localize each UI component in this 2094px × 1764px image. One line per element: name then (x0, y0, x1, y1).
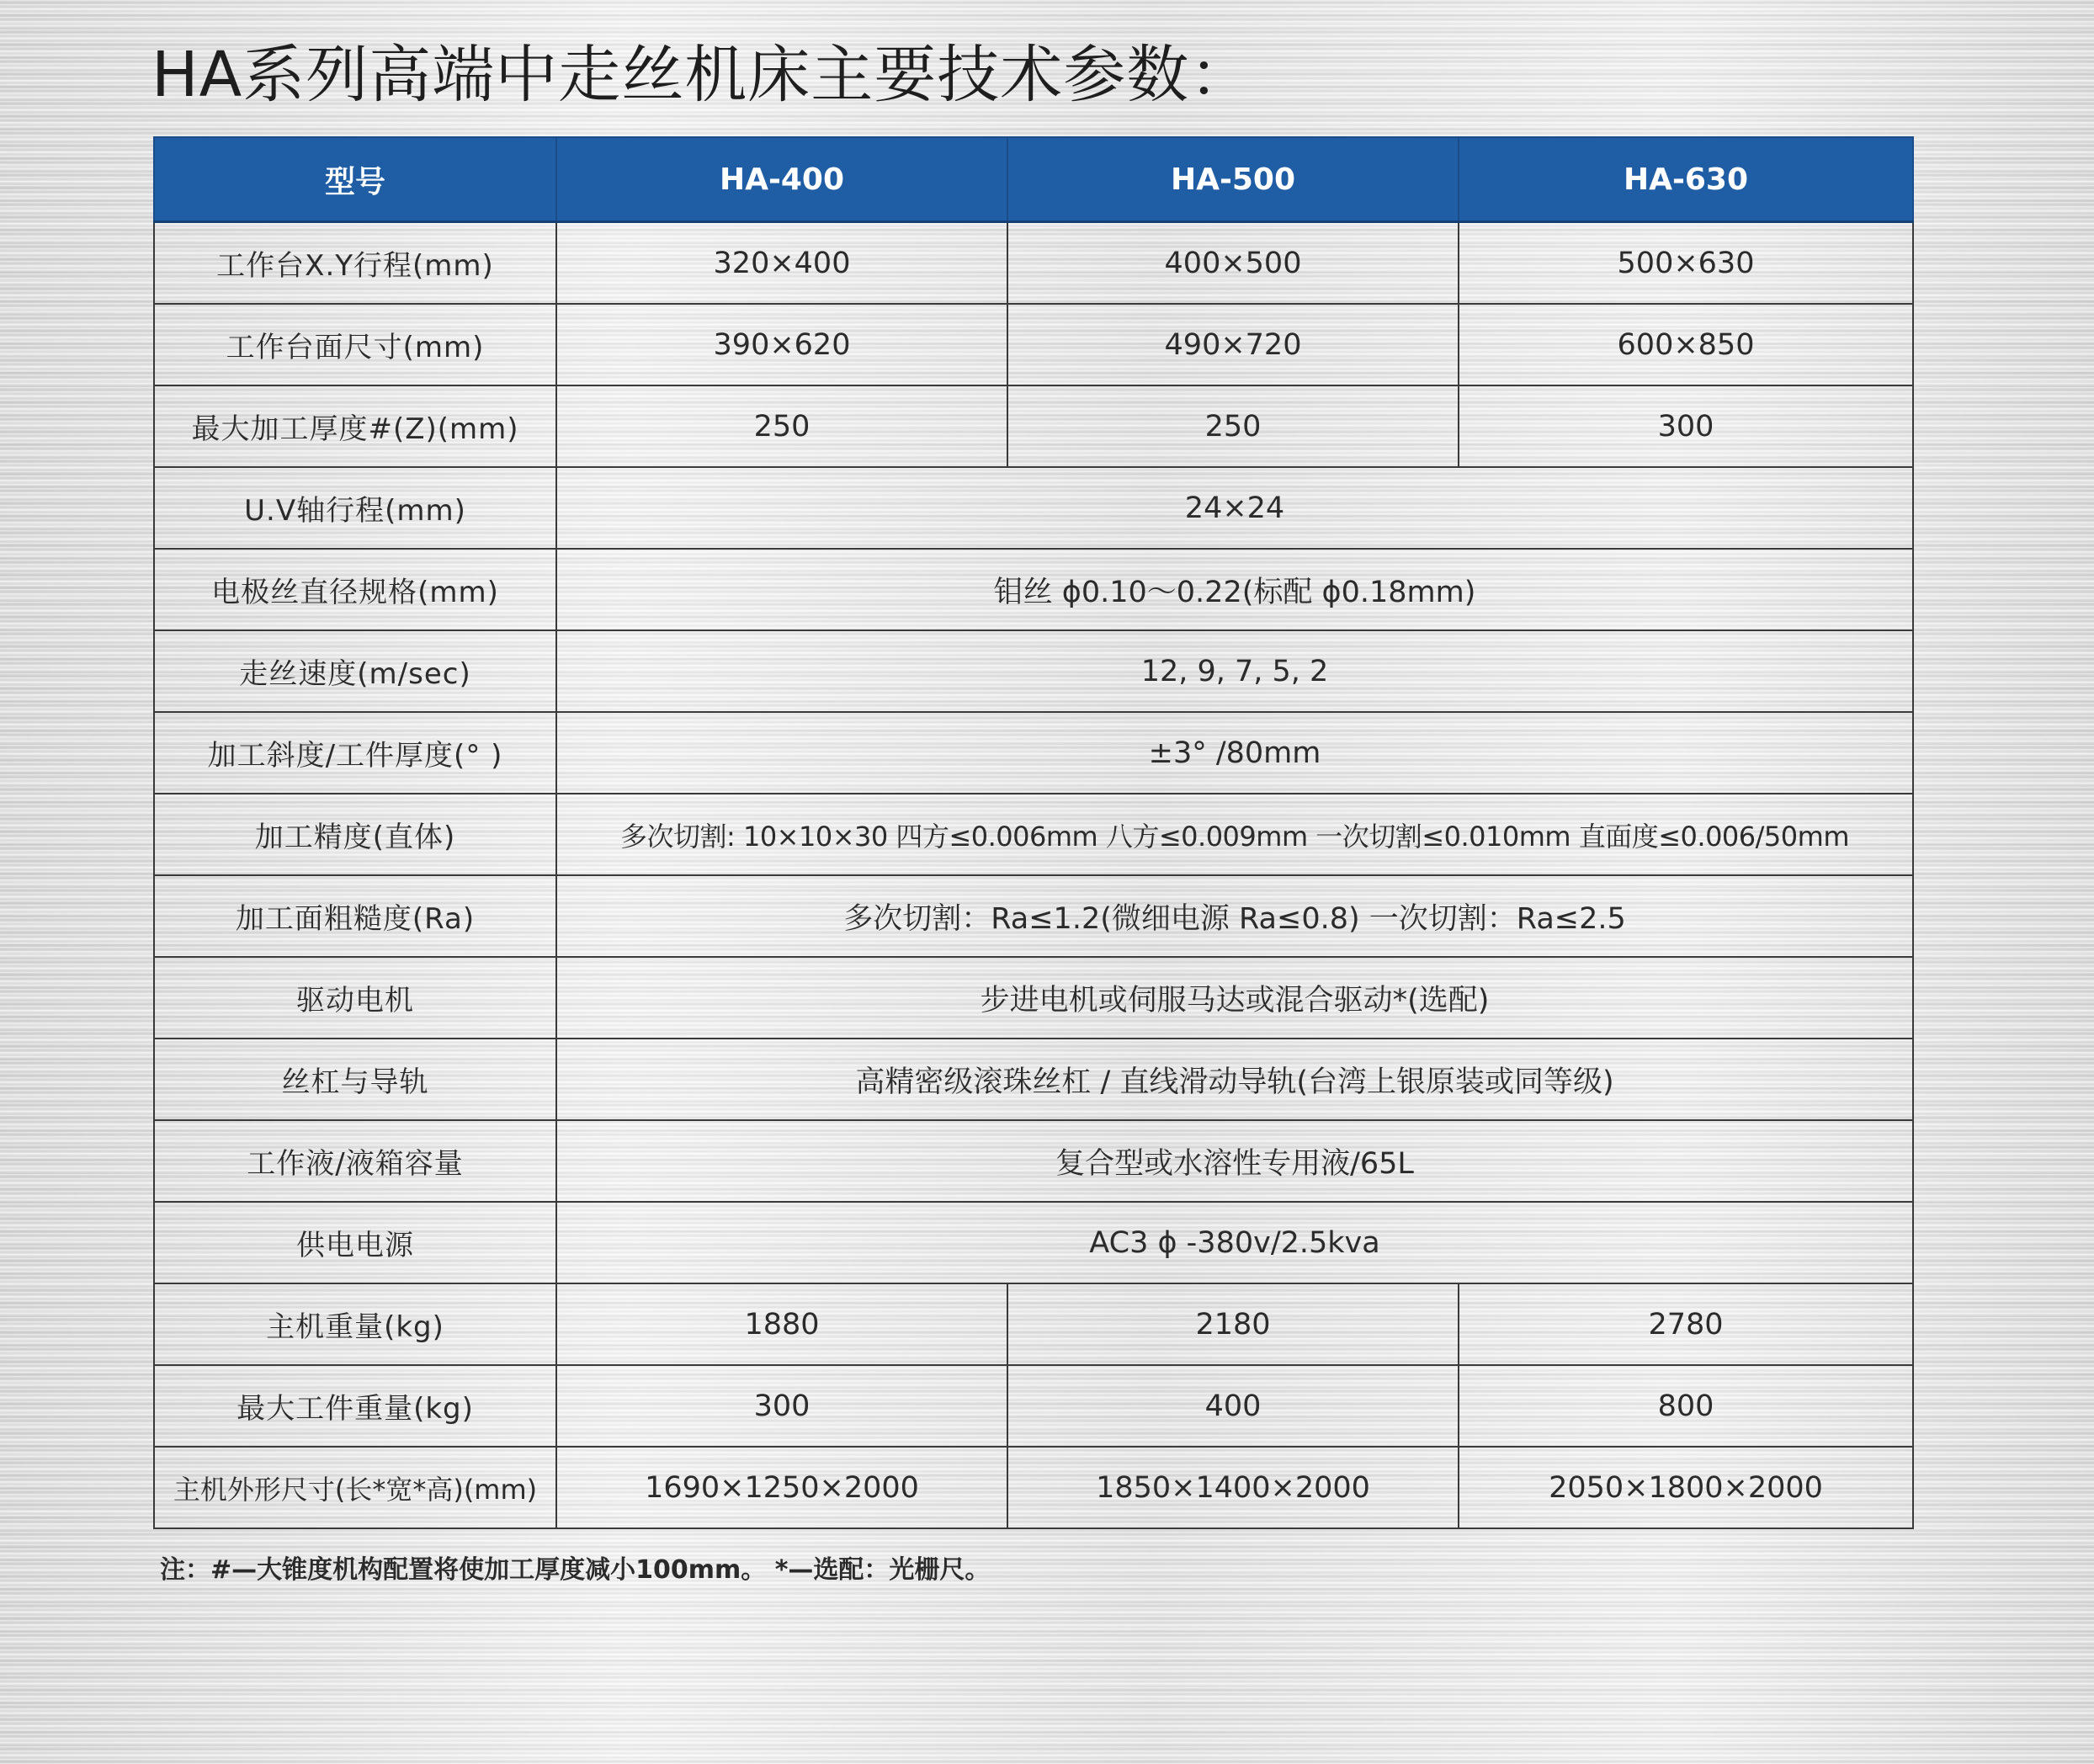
table-row (154, 1447, 1913, 1528)
table-row (154, 467, 1913, 549)
cell-value: 250 (1007, 385, 1459, 467)
header-model-ha400: HA-400 (556, 137, 1007, 222)
row-label: 丝杠与导轨 (154, 1039, 556, 1120)
cell-value-merged: 多次切割: 10×10×30 四方≤0.006mm 八方≤0.009mm 一次切割≤0.010mm 直面度≤0.006/50mm (556, 794, 1913, 875)
cell-value: 800 (1459, 1365, 1913, 1447)
table-row (154, 385, 1913, 467)
header-model-ha500: HA-500 (1007, 137, 1459, 222)
row-label: 主机重量(kg) (154, 1283, 556, 1365)
cell-value: 490×720 (1007, 304, 1459, 385)
row-label: 驱动电机 (154, 957, 556, 1039)
table-row (154, 1283, 1913, 1365)
row-label: U.V轴行程(mm) (154, 467, 556, 549)
header-label: 型号 (154, 137, 556, 222)
row-label: 走丝速度(m/sec) (154, 630, 556, 712)
row-label: 加工斜度/工件厚度(° ) (154, 712, 556, 794)
cell-value: 2180 (1007, 1283, 1459, 1365)
cell-value: 390×620 (556, 304, 1007, 385)
footnote: 注：#—大锥度机构配置将使加工厚度减小100mm。 *—选配：光栅尺。 (160, 1555, 991, 1585)
cell-value: 500×630 (1459, 222, 1913, 305)
row-label: 加工面粗糙度(Ra) (154, 875, 556, 957)
table-row (154, 875, 1913, 957)
table-row (154, 1039, 1913, 1120)
table-row (154, 304, 1913, 385)
cell-value: 600×850 (1459, 304, 1913, 385)
cell-value-merged: 多次切割：Ra≤1.2(微细电源 Ra≤0.8) 一次切割：Ra≤2.5 (556, 875, 1913, 957)
table-row (154, 1365, 1913, 1447)
table-row (154, 712, 1913, 794)
cell-value: 400 (1007, 1365, 1459, 1447)
cell-value: 1850×1400×2000 (1007, 1447, 1459, 1528)
table-row (154, 1202, 1913, 1283)
table-row (154, 222, 1913, 305)
cell-value: 1880 (556, 1283, 1007, 1365)
table-row (154, 957, 1913, 1039)
cell-value-merged: AC3 ϕ -380v/2.5kva (556, 1202, 1913, 1283)
cell-value: 250 (556, 385, 1007, 467)
cell-value-merged: 高精密级滚珠丝杠 / 直线滑动导轨(台湾上银原装或同等级) (556, 1039, 1913, 1120)
row-label: 电极丝直径规格(mm) (154, 549, 556, 630)
cell-value: 300 (1459, 385, 1913, 467)
row-label: 最大加工厚度#(Z)(mm) (154, 385, 556, 467)
row-label: 最大工件重量(kg) (154, 1365, 556, 1447)
page-title: HA系列高端中走丝机床主要技术参数： (151, 39, 1253, 111)
cell-value-merged: 复合型或水溶性专用液/65L (556, 1120, 1913, 1202)
row-label: 供电电源 (154, 1202, 556, 1283)
cell-value-merged: 步进电机或伺服马达或混合驱动*(选配) (556, 957, 1913, 1039)
cell-value: 320×400 (556, 222, 1007, 305)
table-row (154, 630, 1913, 712)
row-label: 工作液/液箱容量 (154, 1120, 556, 1202)
row-label: 工作台X.Y行程(mm) (154, 222, 556, 305)
cell-value-merged: ±3° /80mm (556, 712, 1913, 794)
header-row (154, 137, 1913, 222)
table-row (154, 794, 1913, 875)
row-label: 主机外形尺寸(长*宽*高)(mm) (154, 1447, 556, 1528)
cell-value-merged: 12, 9, 7, 5, 2 (556, 630, 1913, 712)
row-label: 加工精度(直体) (154, 794, 556, 875)
cell-value-merged: 24×24 (556, 467, 1913, 549)
cell-value: 2050×1800×2000 (1459, 1447, 1913, 1528)
header-model-ha630: HA-630 (1459, 137, 1913, 222)
row-label: 工作台面尺寸(mm) (154, 304, 556, 385)
spec-table (153, 136, 1914, 1529)
cell-value: 300 (556, 1365, 1007, 1447)
cell-value: 1690×1250×2000 (556, 1447, 1007, 1528)
cell-value: 2780 (1459, 1283, 1913, 1365)
table-row (154, 549, 1913, 630)
cell-value-merged: 钼丝 ϕ0.10～0.22(标配 ϕ0.18mm) (556, 549, 1913, 630)
table-row (154, 1120, 1913, 1202)
cell-value: 400×500 (1007, 222, 1459, 305)
